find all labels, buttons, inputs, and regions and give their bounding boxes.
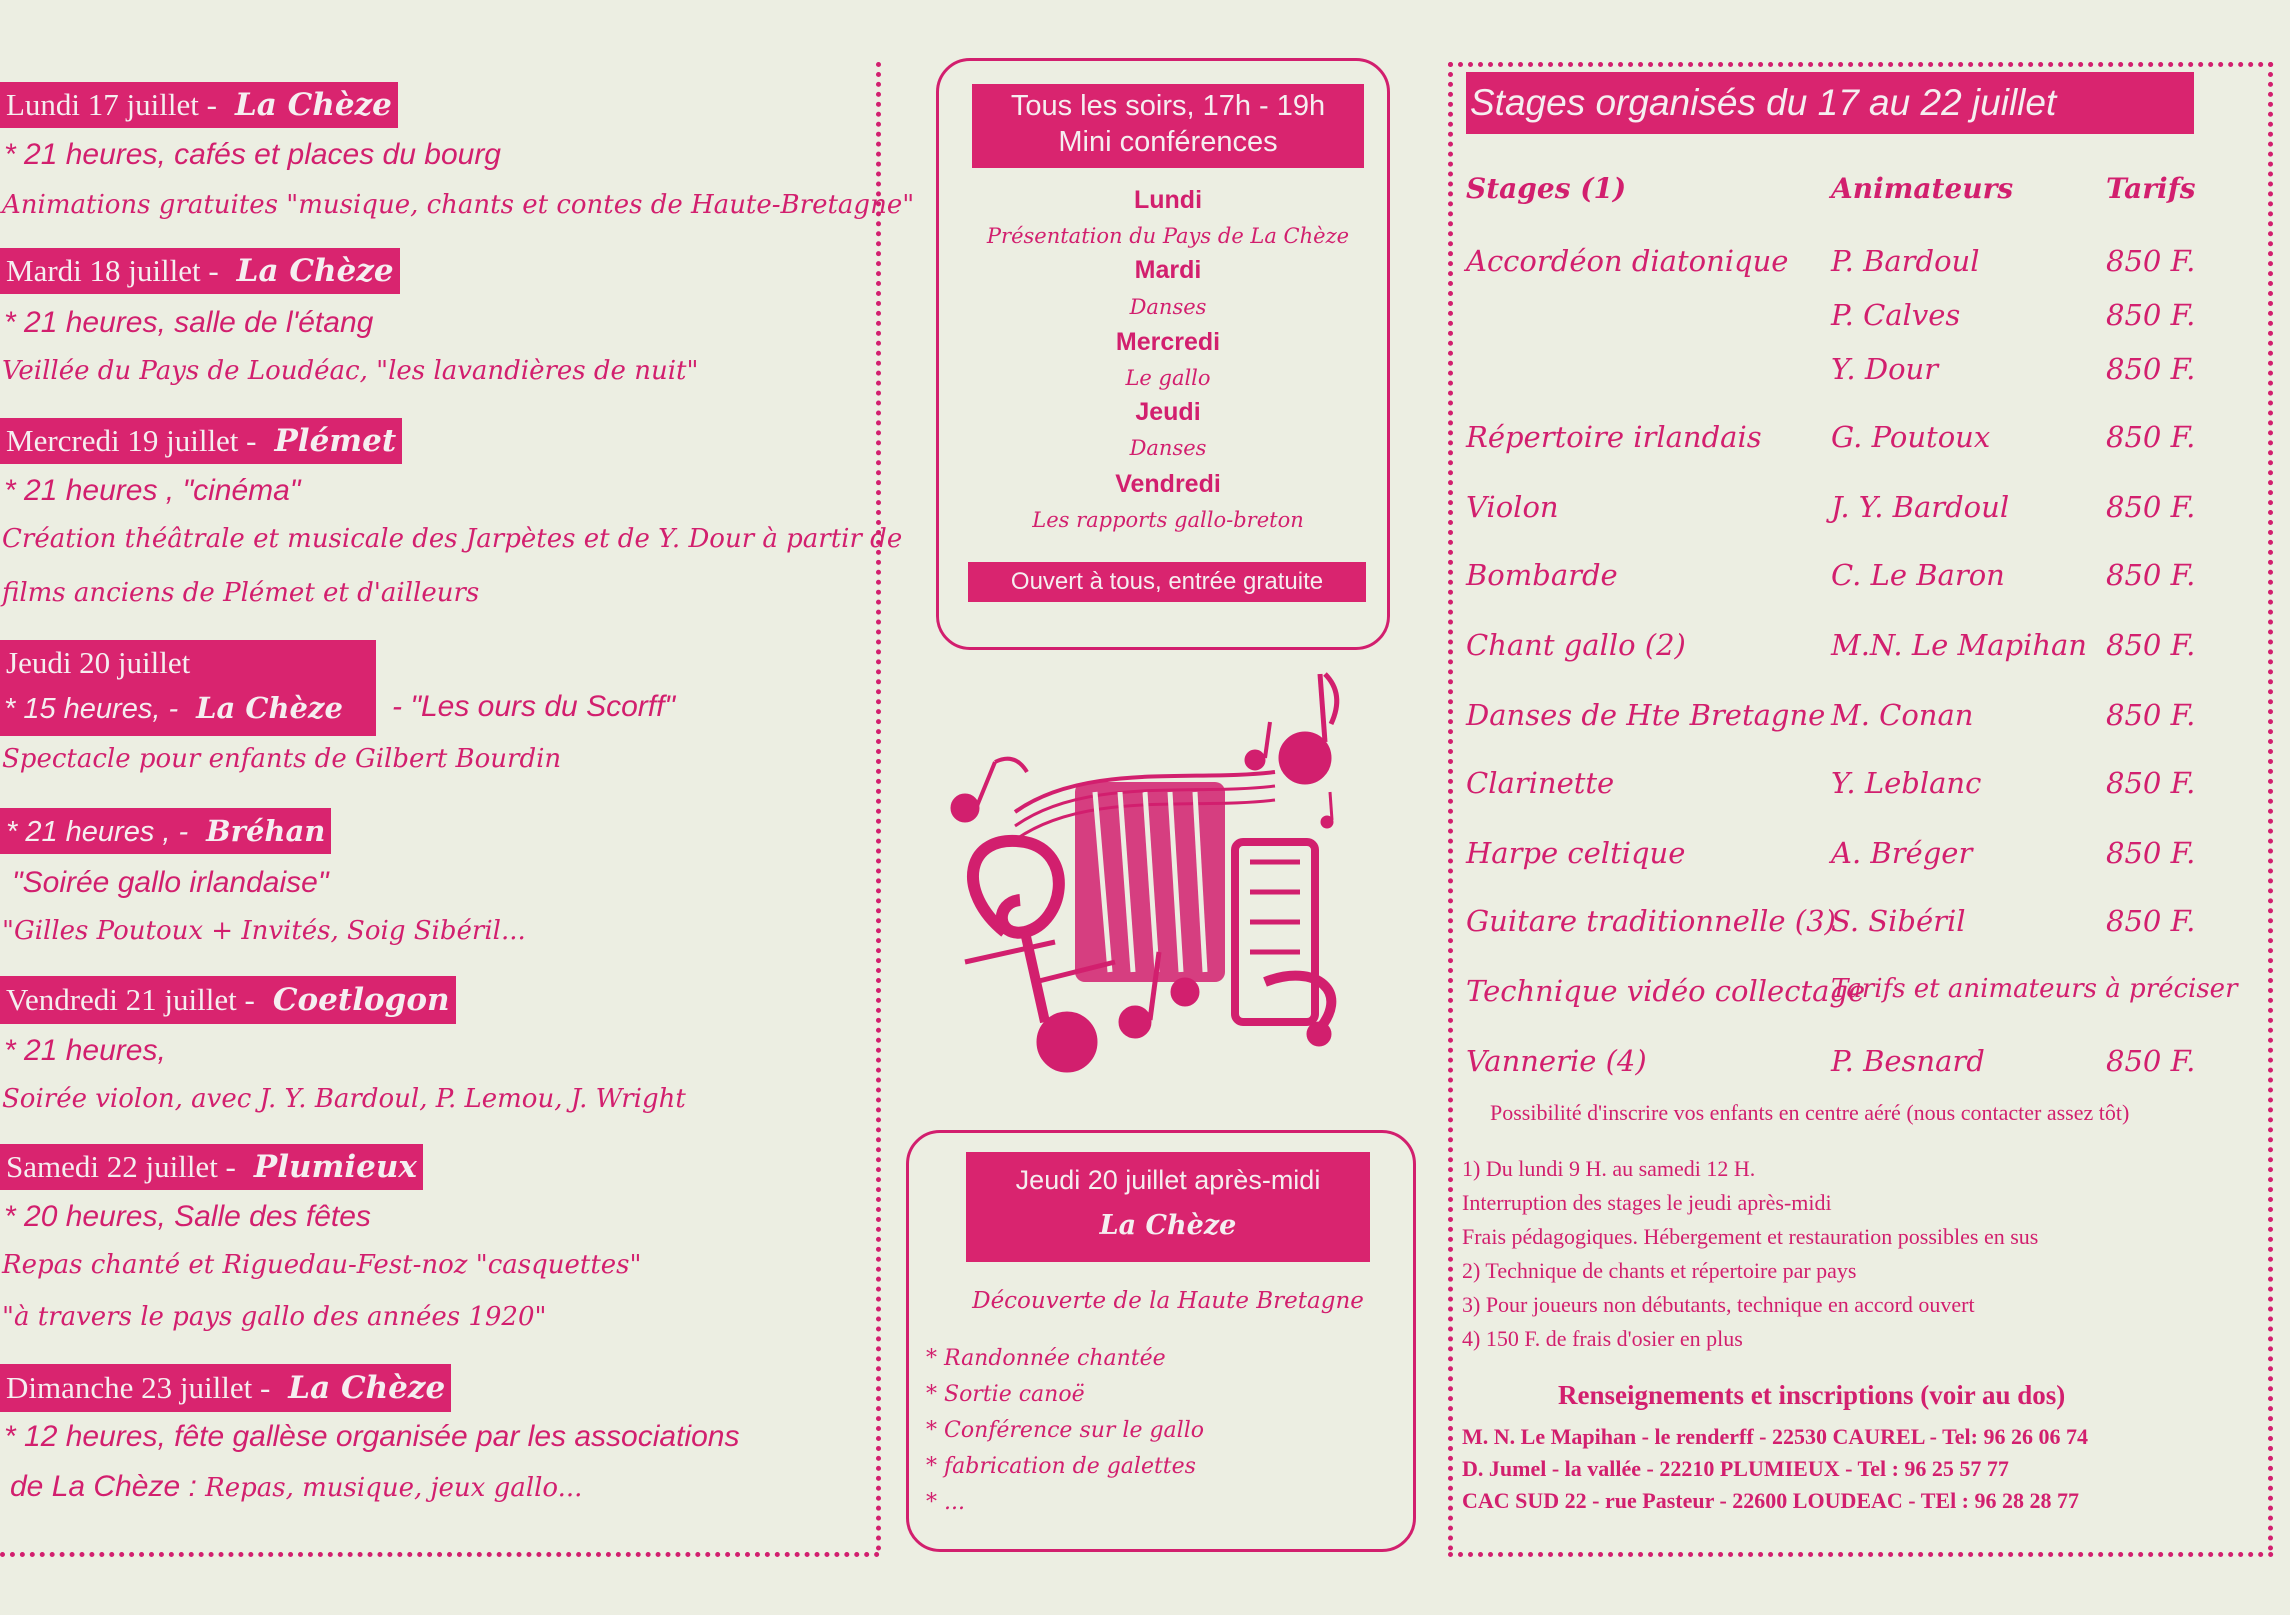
table-row: [1466, 836, 2206, 886]
table-row: [1466, 490, 2206, 540]
table-row: [1466, 558, 2206, 608]
footnote: Interruption des stages le jeudi après-midi: [1462, 1190, 1832, 1215]
thursday-place: La Chèze: [1099, 1210, 1237, 1241]
activity-item: * Conférence sur le gallo: [926, 1418, 1204, 1443]
stage-price: 850 F.: [2106, 698, 2196, 732]
stage-teacher: C. Le Baron: [1831, 558, 2005, 592]
event-place-label: La Chèze: [288, 1370, 446, 1406]
info-title: Renseignements et inscriptions (voir au dos): [1558, 1380, 2066, 1410]
event-header-mardi: [0, 248, 400, 294]
children-note: Possibilité d'inscrire vos enfants en centre aéré (nous contacter assez tôt): [1490, 1100, 2130, 1125]
event-description: "Gilles Poutoux + Invités, Soig Sibéril...: [2, 916, 526, 946]
footnote: 4) 150 F. de frais d'osier en plus: [1462, 1326, 1743, 1351]
event-header-samedi: [0, 1144, 423, 1190]
stage-price: 850 F.: [2106, 420, 2196, 454]
thursday-subtitle: Découverte de la Haute Bretagne: [972, 1288, 1364, 1314]
stage-price: 850 F.: [2106, 490, 2196, 524]
event-place-label: Plumieux: [253, 1149, 417, 1185]
event-description-cont: films anciens de Plémet et d'ailleurs: [2, 578, 480, 608]
table-row: [1466, 1044, 2206, 1094]
event-place-label: La Chèze: [196, 691, 343, 725]
footnote: 3) Pour joueurs non débutants, technique en accord ouvert: [1462, 1292, 1975, 1317]
conference-footer-band: Ouvert à tous, entrée gratuite: [968, 562, 1366, 602]
event-day-label: Mardi 18 juillet -: [6, 253, 219, 288]
left-panel-right-border: [876, 62, 881, 1552]
conf-topic: Le gallo: [1125, 366, 1211, 390]
event-description: Spectacle pour enfants de Gilbert Bourdin: [2, 744, 562, 774]
event-description: Repas chanté et Riguedau-Fest-noz "casquettes": [2, 1250, 642, 1280]
right-panel-left-border: [1448, 62, 1453, 1552]
stage-price: 850 F.: [2106, 558, 2196, 592]
event-time: * 21 heures , -: [6, 816, 189, 848]
event-time: * 21 heures, salle de l'étang: [4, 306, 374, 339]
table-row: [1466, 698, 2206, 748]
col-header-stages: Stages (1): [1466, 172, 1627, 205]
stage-teacher: Y. Dour: [1831, 352, 1939, 386]
right-panel-right-border: [2268, 62, 2273, 1552]
stage-price: 850 F.: [2106, 628, 2196, 662]
activity-item: * Sortie canoë: [926, 1382, 1085, 1407]
conf-day: Mardi: [1134, 256, 1202, 284]
table-row: [1466, 628, 2206, 678]
event-day-label: Vendredi 21 juillet -: [6, 982, 255, 1017]
stage-teacher: M.N. Le Mapihan: [1831, 628, 2087, 662]
stages-header-row: [1466, 172, 2206, 222]
event-description-part: Repas, musique, jeux gallo...: [205, 1473, 583, 1503]
stage-teacher: A. Bréger: [1831, 836, 1973, 870]
stage-name: Danses de Hte Bretagne: [1466, 698, 1826, 732]
event-time: * 15 heures, -: [4, 693, 179, 725]
footnote: Frais pédagogiques. Hébergement et restauration possibles en sus: [1462, 1224, 2039, 1249]
stage-name: Violon: [1466, 490, 1559, 524]
event-title: "Soirée gallo irlandaise": [12, 866, 329, 899]
stage-name: Vannerie (4): [1466, 1044, 1647, 1078]
stage-price: 850 F.: [2106, 904, 2196, 938]
conference-subtitle: Mini conférences: [1058, 126, 1278, 158]
event-time: * 21 heures , "cinéma": [4, 474, 301, 507]
stage-name: Technique vidéo collectage: [1466, 974, 1866, 1008]
event-description: Veillée du Pays de Loudéac, "les lavandières de nuit": [2, 356, 699, 386]
stage-price: 850 F.: [2106, 836, 2196, 870]
stage-teacher: P. Bardoul: [1831, 244, 1980, 278]
contact-line: CAC SUD 22 - rue Pasteur - 22600 LOUDEAC - TEl : 96 28 28 77: [1462, 1488, 2080, 1513]
event-description: [10, 1470, 582, 1504]
thursday-title-band: [966, 1152, 1370, 1262]
footnote: 2) Technique de chants et répertoire par pays: [1462, 1258, 1857, 1283]
col-header-tarifs: Tarifs: [2106, 172, 2196, 205]
conf-day: Mercredi: [1115, 328, 1221, 356]
event-header-lundi: [0, 82, 398, 128]
right-panel-top-border: [1448, 62, 2274, 67]
event-place-label: La Chèze: [236, 253, 394, 289]
event-time: * 21 heures, cafés et places du bourg: [4, 138, 501, 171]
event-place-label: Bréhan: [206, 814, 326, 848]
stage-price: 850 F.: [2106, 352, 2196, 386]
event-place-label: Coetlogon: [272, 982, 450, 1018]
thursday-title: Jeudi 20 juillet après-midi: [1015, 1165, 1321, 1195]
stage-teacher: J. Y. Bardoul: [1831, 490, 2010, 524]
stage-price: 850 F.: [2106, 766, 2196, 800]
event-day-label: Mercredi 19 juillet -: [6, 423, 257, 458]
col-header-animateurs: Animateurs: [1831, 172, 2014, 205]
stage-teacher: P. Besnard: [1831, 1044, 1985, 1078]
event-description-cont: "à travers le pays gallo des années 1920": [2, 1302, 547, 1332]
event-day-label: Samedi 22 juillet -: [6, 1149, 236, 1184]
activity-item: * fabrication de galettes: [926, 1454, 1196, 1479]
stage-name: Harpe celtique: [1466, 836, 1686, 870]
event-description: Animations gratuites "musique, chants et contes de Haute-Bretagne": [2, 190, 915, 220]
conf-day: Lundi: [1133, 186, 1203, 214]
conference-title-band: [972, 84, 1364, 168]
event-time: * 21 heures,: [4, 1034, 166, 1067]
table-row: [1466, 904, 2206, 954]
stage-name: Chant gallo (2): [1466, 628, 1686, 662]
stage-name: Bombarde: [1466, 558, 1618, 592]
event-place-label: La Chèze: [234, 87, 392, 123]
event-title: - "Les ours du Scorff": [392, 690, 676, 723]
stage-price: 850 F.: [2106, 298, 2196, 332]
table-row: [1466, 244, 2206, 294]
activity-item: * ...: [926, 1490, 965, 1515]
event-description-part: de La Chèze :: [10, 1470, 197, 1503]
footnote: 1) Du lundi 9 H. au samedi 12 H.: [1462, 1156, 1756, 1181]
right-panel-bottom-border: [1448, 1552, 2274, 1557]
conference-title: Tous les soirs, 17h - 19h: [1010, 90, 1326, 122]
stage-teacher: G. Poutoux: [1831, 420, 1991, 454]
event-header-dimanche: [0, 1364, 451, 1412]
table-row: [1466, 298, 2206, 348]
table-row: [1466, 974, 2238, 1024]
stage-price: 850 F.: [2106, 1044, 2196, 1078]
stage-name: Accordéon diatonique: [1466, 244, 1789, 278]
event-time: * 12 heures, fête gallèse organisée par les associations: [4, 1420, 740, 1453]
table-row: [1466, 420, 2206, 470]
stage-teacher: Tarifs et animateurs à préciser: [1831, 974, 2238, 1004]
table-row: [1466, 352, 2206, 402]
table-row: [1466, 766, 2206, 816]
event-header-brehan: [0, 808, 331, 854]
conf-day: Jeudi: [1135, 398, 1201, 426]
accordion-music-notes-illustration: [935, 662, 1395, 1082]
event-header-mercredi: [0, 418, 402, 464]
stage-name: Clarinette: [1466, 766, 1615, 800]
contact-line: M. N. Le Mapihan - le renderff - 22530 CAUREL - Tel: 96 26 06 74: [1462, 1424, 2088, 1449]
stage-teacher: P. Calves: [1831, 298, 1961, 332]
event-day-label: Lundi 17 juillet -: [6, 87, 217, 122]
activity-item: * Randonnée chantée: [926, 1346, 1166, 1371]
conf-topic: Les rapports gallo-breton: [1032, 508, 1304, 532]
event-day-label: Jeudi 20 juillet: [6, 645, 191, 680]
conf-topic: Présentation du Pays de La Chèze: [986, 224, 1350, 248]
conf-topic: Danses: [1129, 295, 1207, 319]
event-header-jeudi: [0, 640, 376, 736]
stage-teacher: S. Sibéril: [1831, 904, 1966, 938]
stage-price: 850 F.: [2106, 244, 2196, 278]
stage-name: Répertoire irlandais: [1466, 420, 1762, 454]
stage-teacher: M. Conan: [1831, 698, 1974, 732]
left-panel-bottom-border: [0, 1552, 880, 1557]
stages-title-band: Stages organisés du 17 au 22 juillet: [1466, 72, 2194, 134]
conf-topic: Danses: [1129, 436, 1207, 460]
event-description: Soirée violon, avec J. Y. Bardoul, P. Lemou, J. Wright: [2, 1084, 686, 1114]
stage-name: Guitare traditionnelle (3): [1466, 904, 1836, 938]
contact-line: D. Jumel - la vallée - 22210 PLUMIEUX - Tel : 96 25 57 77: [1462, 1456, 2009, 1481]
event-description: Création théâtrale et musicale des Jarpètes et de Y. Dour à partir de: [2, 524, 903, 554]
conf-day: Vendredi: [1115, 470, 1221, 498]
event-header-vendredi: [0, 976, 456, 1024]
event-time: * 20 heures, Salle des fêtes: [4, 1200, 371, 1233]
stage-teacher: Y. Leblanc: [1831, 766, 1982, 800]
event-place-label: Plémet: [274, 423, 397, 459]
event-day-label: Dimanche 23 juillet -: [6, 1370, 271, 1405]
